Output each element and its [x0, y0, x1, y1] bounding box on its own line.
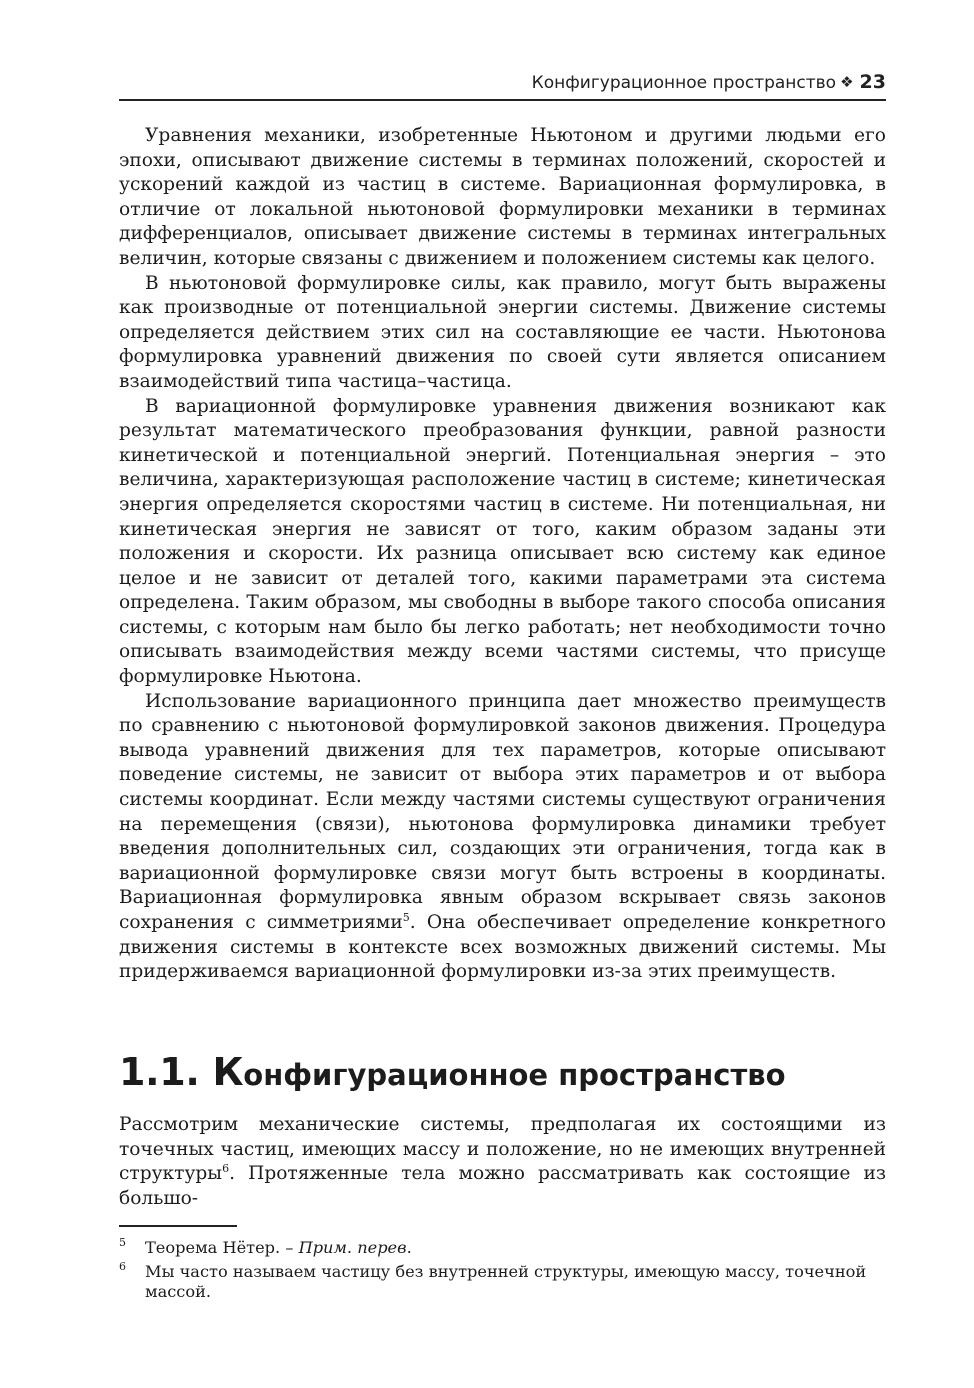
section-number: 1.1.	[119, 1050, 200, 1094]
section-heading	[119, 1048, 886, 1099]
running-head-title: Конфигурационное пространство	[531, 73, 837, 93]
paragraph-2: В ньютоновой формулировке силы, как правило, могут быть выражены как производные от потенциальной энергии системы. Движение системы определяется действием этих сил на составляющие ее части. Ньютонова формулировка уравнений движения по своей сути является описанием взаимодействий типа частица–частица.	[119, 272, 886, 392]
footnote-text: Мы часто называем частицу без внутренней структуры, имеющую массу, точечной массой.	[145, 1262, 867, 1301]
page-number: 23	[859, 71, 886, 93]
footnote-mark: 6	[119, 1260, 126, 1273]
paragraph-4-text-end: . Она обеспечивает определение конкретного движения системы в контексте всех возможных движений системы. Мы придерживаемся вариационной формулировки из-за этих преимуществ.	[119, 912, 886, 983]
paragraph-3: В вариационной формулировке уравнения движения возникают как результат математического преобразования функции, равной разности кинетической и потенциальной энергий. Потенциальная энергия – это величина, характеризующая расположение частиц в системе; кинетическая энергия определяется скоростями частиц в системе. Ни потенциальная, ни кинетическая энергия не зависят от того, каким образом заданы эти положения и скорости. Их разница описывает всю систему как единое целое и не зависит от деталей того, какими параметрами эта система определена. Таким образом, мы свободны в выборе такого способа описания системы, с которым нам было бы легко работать; нет необходимости точно описывать взаимодействия между всеми частями системы, что присуще формулировке Ньютона.	[119, 395, 886, 688]
footnote-6	[119, 1262, 886, 1302]
paragraph-1: Уравнения механики, изобретенные Ньютоном и другими людьми его эпохи, описывают движение системы в терминах положений, скоростей и ускорений каждой из частиц в системе. Вариационная формулировка, в отличие от локальной ньютоновой формулировки механики в терминах дифференциалов, описывает движение системы в терминах интегральных величин, которые связаны с движением и положением системы как целого.	[119, 125, 886, 269]
footnote-5	[119, 1238, 886, 1258]
paragraph-4	[119, 690, 886, 985]
section-text	[119, 1113, 886, 1211]
section-title-initial: К	[212, 1050, 244, 1094]
section-paragraph	[119, 1113, 886, 1211]
section-title: онфигурационное пространство	[243, 1058, 786, 1092]
section-paragraph-text: Рассмотрим механические системы, предполагая их состоящими из точечных частиц, имеющих массу и положение, но не имеющих внутренней структуры	[119, 1114, 886, 1185]
fleuron-icon: ❖	[840, 73, 854, 91]
body-text	[119, 124, 886, 985]
footnote-rule	[119, 1225, 237, 1227]
footnote-ref-5[interactable]: 5	[402, 911, 410, 924]
footnote-mark: 5	[119, 1236, 126, 1249]
running-head	[119, 70, 886, 95]
footnote-ref-6[interactable]: 6	[222, 1162, 230, 1176]
paragraph-4-text: Использование вариационного принципа дает множество преимуществ по сравнению с ньютоновой формулировкой законов движения. Процедура вывода уравнений движения для тех параметров, которые описывают поведение системы, не зависит от выбора этих параметров и от выбора системы координат. Если между частями системы существуют ограничения на перемещения (связи), ньютонова формулировка динамики требует введения дополнительных сил, создающих эти ограничения, тогда как в вариационной формулировке связи могут быть встроены в координаты. Вариационная формулировка явным образом вскрывает связь законов сохранения с симметриями	[119, 690, 886, 933]
header-rule	[119, 99, 886, 101]
translator-note: Прим. перев.	[298, 1238, 412, 1257]
footnotes	[119, 1238, 886, 1306]
section-paragraph-text-end: . Протяженные тела можно рассматривать как состоящие из большо-	[119, 1163, 886, 1209]
footnote-text: Теорема Нётер. –	[145, 1238, 299, 1257]
